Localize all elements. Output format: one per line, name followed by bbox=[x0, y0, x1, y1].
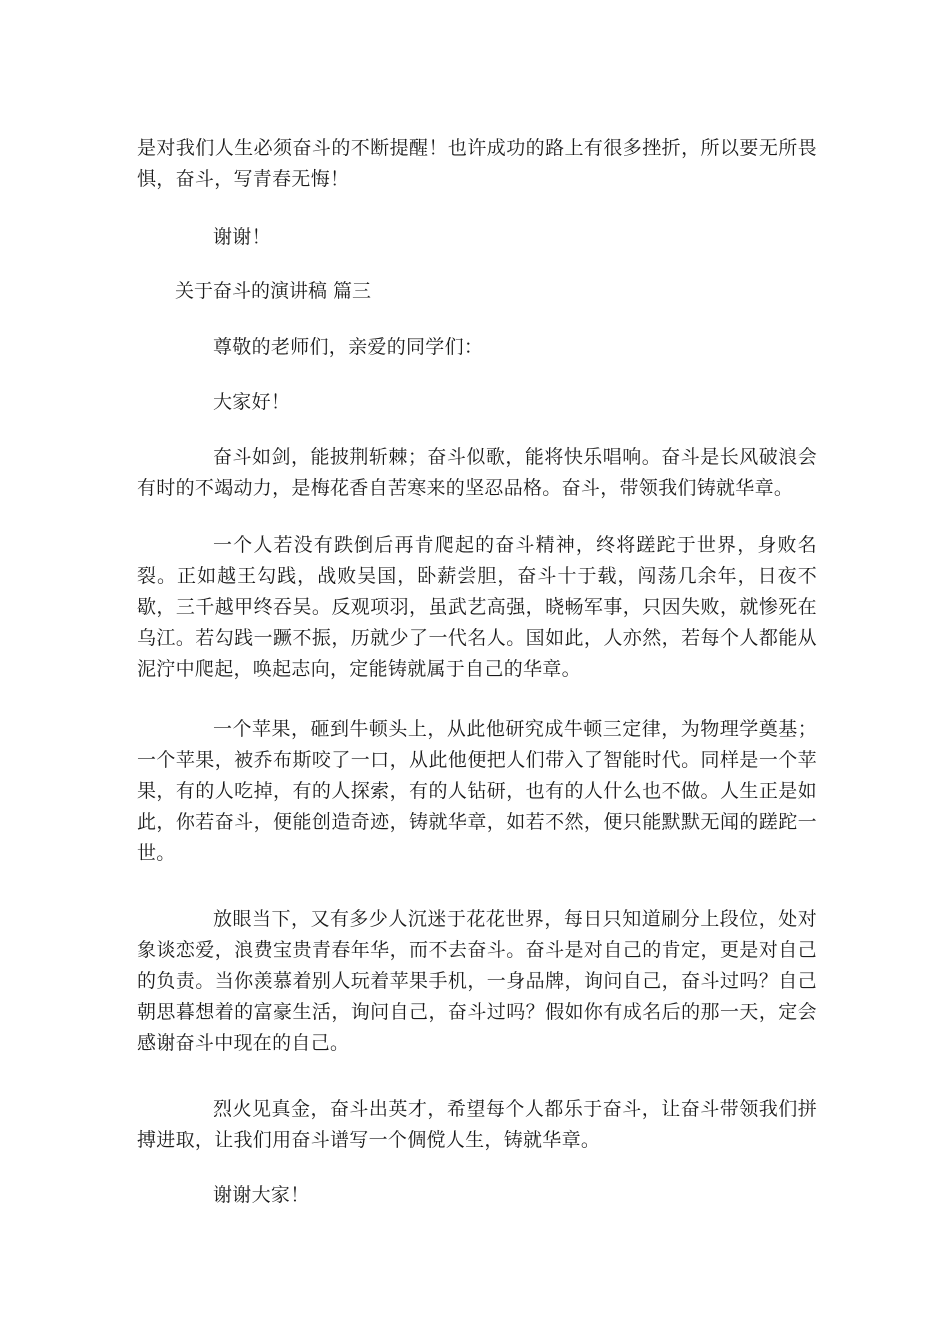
paragraph-body-3: 一个苹果，砸到牛顿头上，从此他研究成牛顿三定律，为物理学奠基；一个苹果，被乔布斯咬了一口，从此他便把人们带入了智能时代。同样是一个苹果，有的人吃掉，有的人探索，有的人钻研，也有的人什么也不做。人生正是如此，你若奋斗，便能创造奇迹，铸就华章，如若不然，便只能默默无闻的蹉跎一世。 bbox=[137, 718, 817, 864]
paragraph-body-5: 烈火见真金，奋斗出英才，希望每个人都乐于奋斗，让奋斗带领我们拼搏进取，让我们用奋斗谱写一个倜傥人生，铸就华章。 bbox=[137, 1098, 817, 1151]
paragraph-body-2: 一个人若没有跌倒后再肯爬起的奋斗精神，终将蹉跎于世界，身败名裂。正如越王勾践，战败吴国，卧薪尝胆，奋斗十于载，闯荡几余年，日夜不歇，三千越甲终吞吴。反观项羽，虽武艺高强，晓畅军事，只因失败，就惨死在乌江。若勾践一蹶不振，历就少了一代名人。国如此，人亦然，若每个人都能从泥泞中爬起，唤起志向，定能铸就属于自己的华章。 bbox=[137, 534, 817, 680]
paragraph-closing-thanks: 谢谢大家！ bbox=[213, 1184, 310, 1206]
paragraph-body-4: 放眼当下，又有多少人沉迷于花花世界，每日只知道刷分上段位，处对象谈恋爱，浪费宝贵青春年华，而不去奋斗。奋斗是对自己的肯定，更是对自己的负责。当你羡慕着别人玩着苹果手机，一身品牌，询问自己，奋斗过吗？自己朝思暮想着的富豪生活，询问自己，奋斗过吗？假如你有成名后的那一天，定会感谢奋斗中现在的自己。 bbox=[137, 908, 817, 1054]
paragraph-body-1: 奋斗如剑，能披荆斩棘；奋斗似歌，能将快乐唱响。奋斗是长风破浪会有时的不竭动力，是梅花香自苦寒来的坚忍品格。奋斗，带领我们铸就华章。 bbox=[137, 446, 817, 499]
paragraph-thanks: 谢谢！ bbox=[213, 226, 271, 248]
section-heading: 关于奋斗的演讲稿 篇三 bbox=[175, 280, 372, 302]
paragraph-greeting: 尊敬的老师们，亲爱的同学们： bbox=[213, 336, 484, 358]
paragraph-hello: 大家好！ bbox=[213, 391, 291, 413]
paragraph-continuation: 是对我们人生必须奋斗的不断提醒！也许成功的路上有很多挫折，所以要无所畏惧，奋斗，写青春无悔！ bbox=[137, 137, 817, 190]
